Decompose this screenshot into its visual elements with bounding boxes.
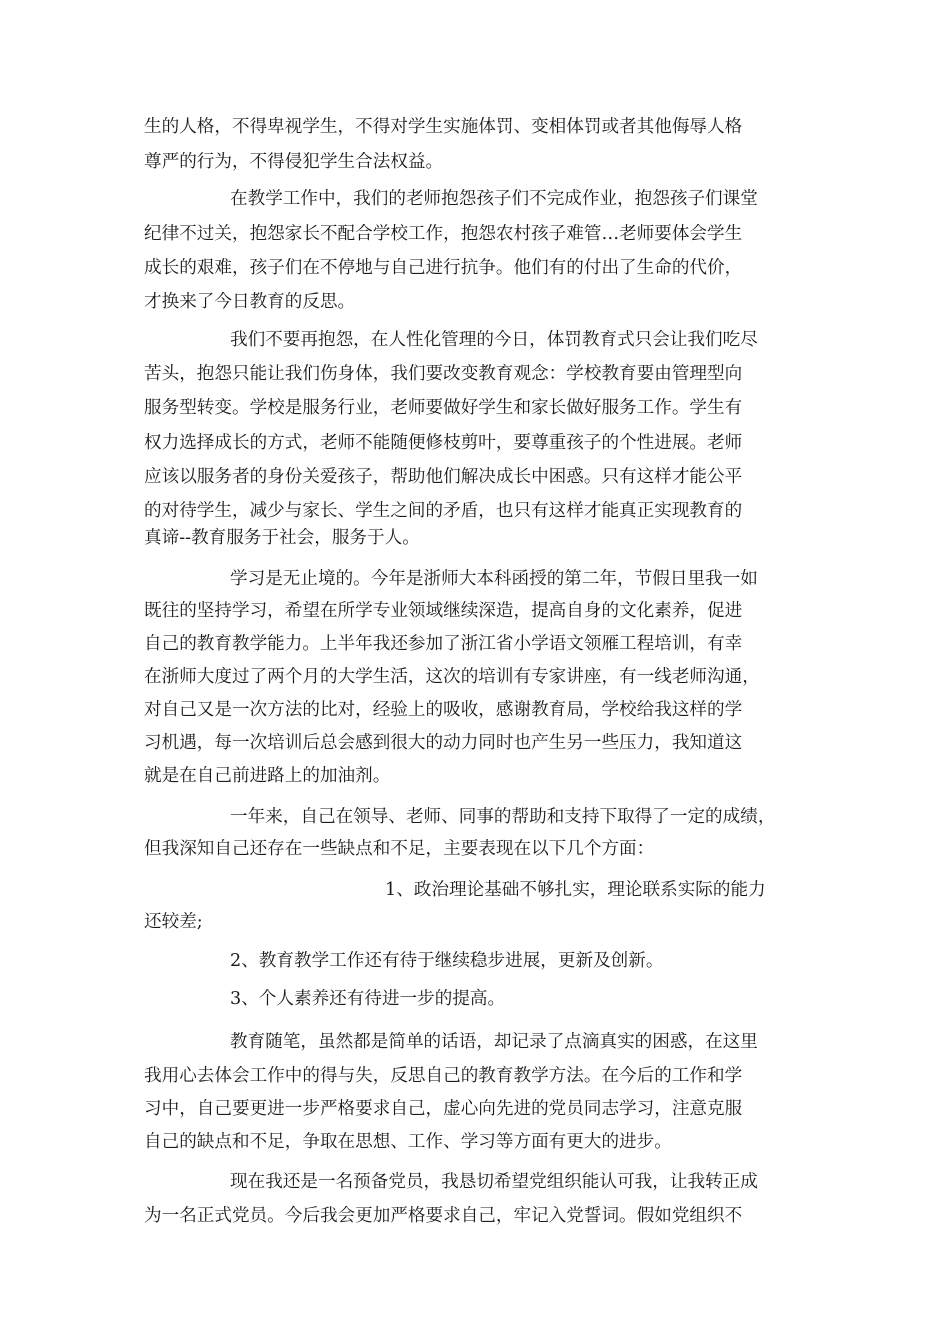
text-line: 才换来了今日教育的反思。: [144, 292, 356, 312]
text-line: 为一名正式党员。今后我会更加严格要求自己，牢记入党誓词。假如党组织不: [144, 1206, 743, 1226]
text-line: 还较差;: [144, 912, 203, 932]
text-line: 一年来，自己在领导、老师、同事的帮助和支持下取得了一定的成绩，: [230, 807, 776, 827]
text-line: 学习是无止境的。今年是浙师大本科函授的第二年，节假日里我一如: [230, 569, 758, 589]
text-line: 我用心去体会工作中的得与失，反思自己的教育教学方法。在今后的工作和学: [144, 1066, 743, 1086]
text-line: 生的人格，不得卑视学生，不得对学生实施体罚、变相体罚或者其他侮辱人格: [144, 117, 743, 137]
text-line: 在教学工作中，我们的老师抱怨孩子们不完成作业，抱怨孩子们课堂: [230, 189, 758, 209]
text-line: 纪律不过关，抱怨家长不配合学校工作，抱怨农村孩子难管…老师要体会学生: [144, 224, 743, 244]
list-item: 2、教育教学工作还有待于继续稳步进展，更新及创新。: [230, 951, 664, 971]
text-line: 教育随笔，虽然都是简单的话语，却记录了点滴真实的困惑，在这里: [230, 1032, 758, 1052]
text-line: 的对待学生，减少与家长、学生之间的矛盾，也只有这样才能真正实现教育的: [144, 501, 743, 521]
text-line: 习机遇，每一次培训后总会感到很大的动力同时也产生另一些压力，我知道这: [144, 733, 743, 753]
text-line: 在浙师大度过了两个月的大学生活，这次的培训有专家讲座，有一线老师沟通，: [144, 667, 760, 687]
text-line: 应该以服务者的身份关爱孩子，帮助他们解决成长中困惑。只有这样才能公平: [144, 467, 743, 487]
text-line: 自己的教育教学能力。上半年我还参加了浙江省小学语文领雁工程培训，有幸: [144, 634, 743, 654]
text-line: 权力选择成长的方式，老师不能随便修枝剪叶，要尊重孩子的个性进展。老师: [144, 433, 743, 453]
text-line: 自己的缺点和不足，争取在思想、工作、学习等方面有更大的进步。: [144, 1132, 672, 1152]
text-line: 现在我还是一名预备党员，我恳切希望党组织能认可我，让我转正成: [230, 1172, 758, 1192]
text-line: 我们不要再抱怨，在人性化管理的今日，体罚教育式只会让我们吃尽: [230, 330, 758, 350]
text-line: 习中，自己要更进一步严格要求自己，虚心向先进的党员同志学习，注意克服: [144, 1099, 743, 1119]
text-line: 对自己又是一次方法的比对，经验上的吸收，感谢教育局，学校给我这样的学: [144, 700, 743, 720]
text-line: 成长的艰难，孩子们在不停地与自己进行抗争。他们有的付出了生命的代价，: [144, 258, 743, 278]
text-line: 真谛--教育服务于社会，服务于人。: [144, 528, 420, 548]
text-line: 但我深知自己还存在一些缺点和不足，主要表现在以下几个方面：: [144, 839, 655, 859]
text-line: 服务型转变。学校是服务行业，老师要做好学生和家长做好服务工作。学生有: [144, 398, 743, 418]
list-item: 3、个人素养还有待进一步的提高。: [230, 989, 506, 1009]
text-line: 就是在自己前进路上的加油剂。: [144, 766, 391, 786]
text-line: 既往的坚持学习，希望在所学专业领域继续深造，提高自身的文化素养，促进: [144, 601, 743, 621]
text-line: 尊严的行为，不得侵犯学生合法权益。: [144, 152, 444, 172]
list-item: 1、政治理论基础不够扎实，理论联系实际的能力: [385, 880, 766, 900]
text-line: 苦头，抱怨只能让我们伤身体，我们要改变教育观念：学校教育要由管理型向: [144, 364, 743, 384]
